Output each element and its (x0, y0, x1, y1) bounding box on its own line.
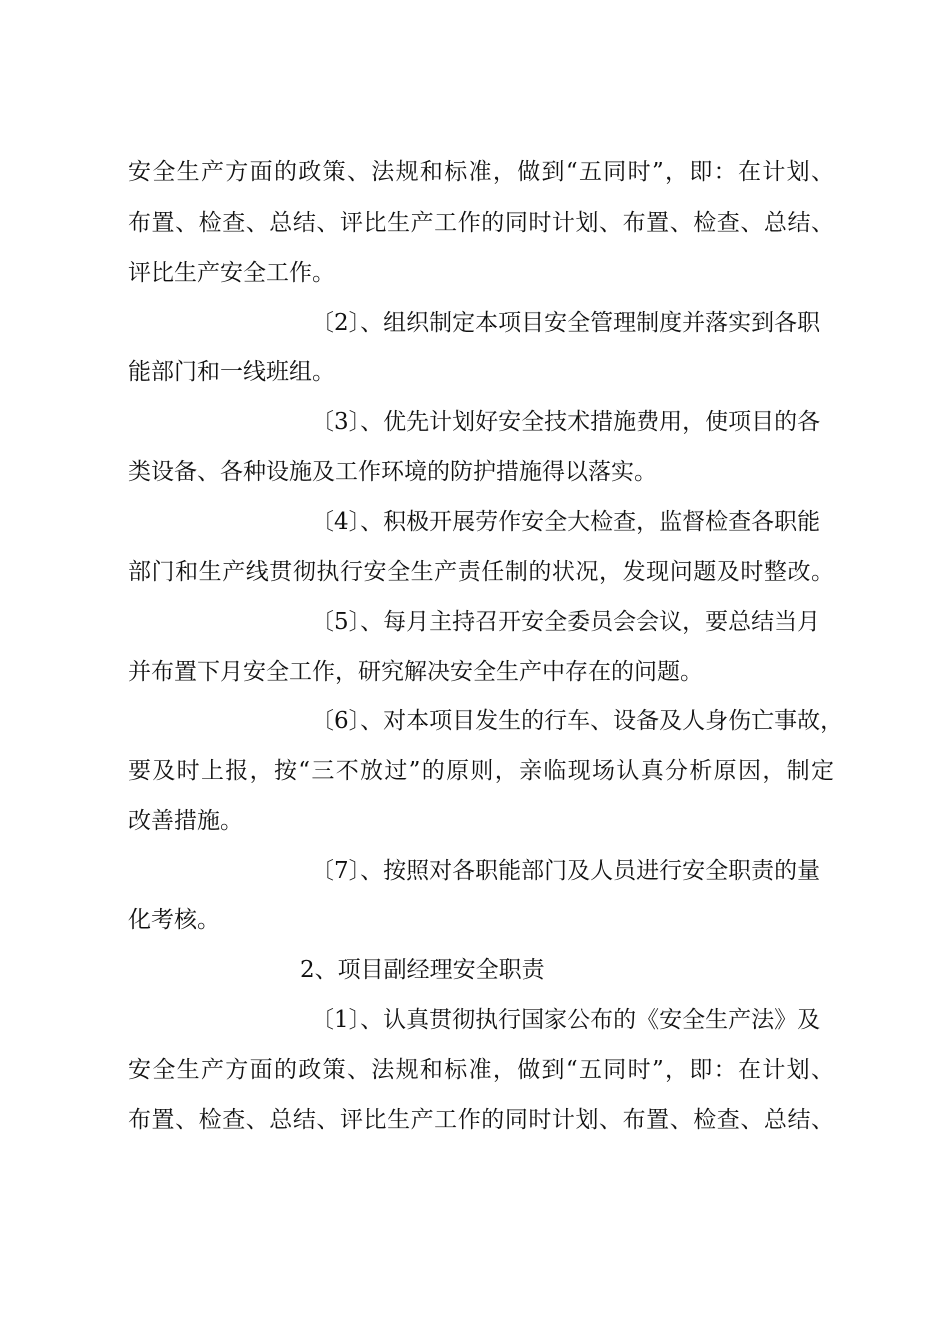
text-line: 并布置下月安全工作，研究解决安全生产中存在的问题。 (128, 659, 703, 685)
text-line: 评比生产安全工作。 (128, 260, 335, 286)
section-heading: 2、项目副经理安全职责 (300, 957, 545, 983)
text-line: 〔2〕、组织制定本项目安全管理制度并落实到各职 (311, 310, 821, 336)
text-line: 安全生产方面的政策、法规和标准，做到“五同时”，即：在计划、 (128, 1057, 834, 1083)
text-line: 化考核。 (128, 907, 220, 933)
text-line: 〔5〕、每月主持召开安全委员会会议，要总结当月 (311, 609, 821, 635)
text-line: 〔7〕、按照对各职能部门及人员进行安全职责的量 (311, 858, 821, 884)
text-line: 类设备、各种设施及工作环境的防护措施得以落实。 (128, 459, 657, 485)
text-line: 〔3〕、优先计划好安全技术措施费用，使项目的各 (311, 409, 821, 435)
text-line: 〔4〕、积极开展劳作安全大检查，监督检查各职能 (311, 509, 821, 535)
text-line: 能部门和一线班组。 (128, 359, 335, 385)
text-line: 〔1〕、认真贯彻执行国家公布的《安全生产法》及 (311, 1007, 821, 1033)
text-line: 〔6〕、对本项目发生的行车、设备及人身伤亡事故， (311, 708, 844, 734)
text-line: 安全生产方面的政策、法规和标准，做到“五同时”，即：在计划、 (128, 159, 834, 185)
text-line: 要及时上报，按“三不放过”的原则，亲临现场认真分析原因，制定 (128, 758, 834, 784)
text-line: 布置、检查、总结、评比生产工作的同时计划、布置、检查、总结、 (128, 1107, 834, 1133)
text-line: 布置、检查、总结、评比生产工作的同时计划、布置、检查、总结、 (128, 210, 834, 236)
text-line: 部门和生产线贯彻执行安全生产责任制的状况，发现问题及时整改。 (128, 559, 834, 585)
text-line: 改善措施。 (128, 808, 243, 834)
